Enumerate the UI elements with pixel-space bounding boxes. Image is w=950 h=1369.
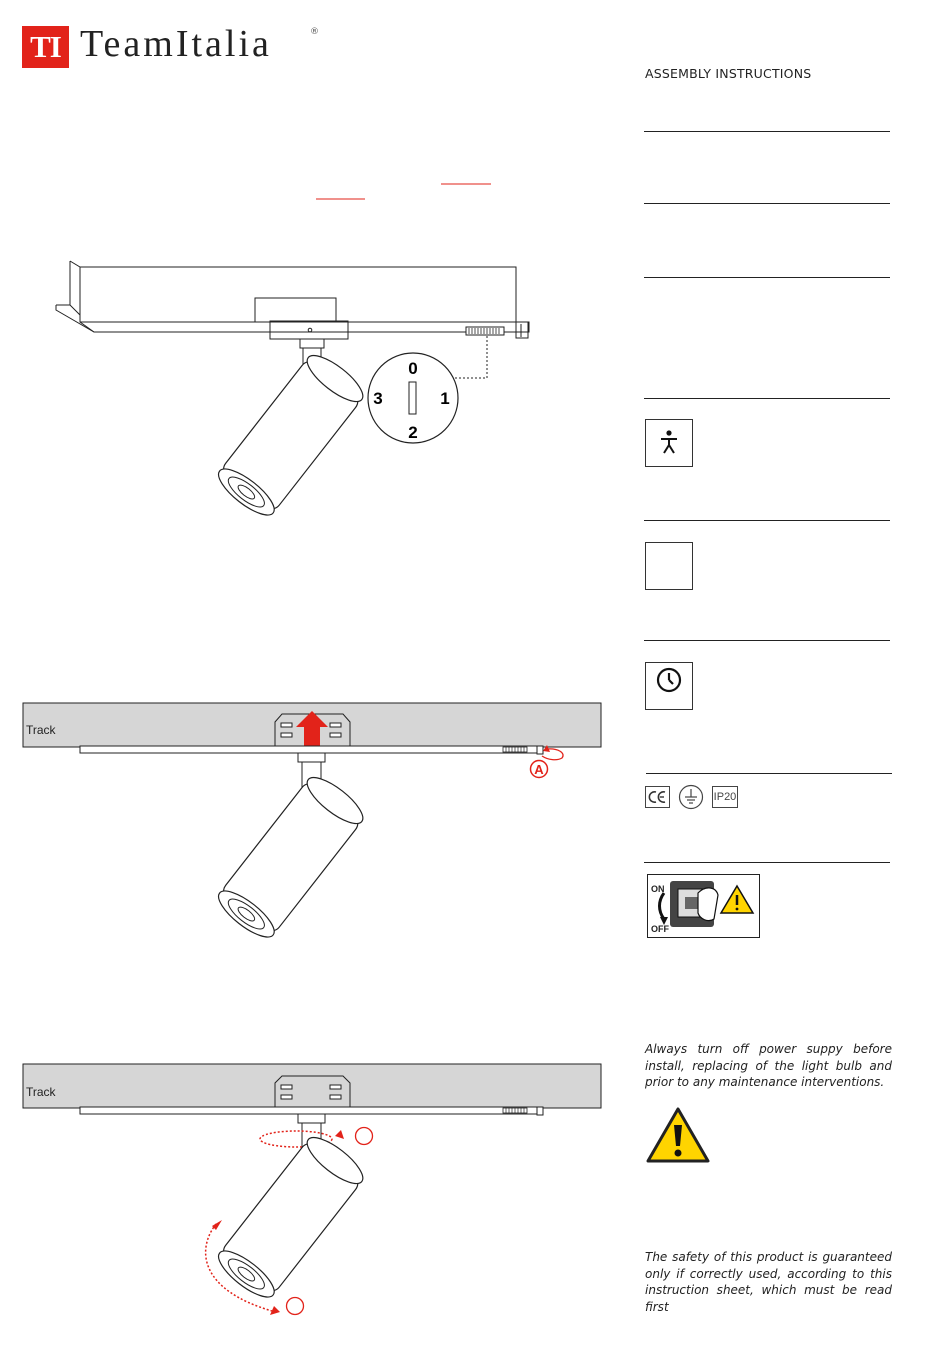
callout-label: A [534,762,544,777]
power-switch-warning-icon [647,874,760,938]
divider [644,277,890,278]
divider [646,773,892,774]
spotlight-drawing [212,1130,369,1304]
power-off-note: Always turn off power suppy before install, replacing of the light bulb and prior to any maintenance interventions. [645,1042,892,1089]
clock-icon [645,662,693,710]
adapter-connector [275,1076,350,1108]
figure-insert-into-track [0,700,620,960]
figure-track-adapter [0,170,620,530]
dial-label-0: 0 [408,359,418,378]
page-title: ASSEMBLY INSTRUCTIONS [645,66,812,81]
adapter-drawing [56,261,529,381]
brand-name: TeamItalia [80,23,272,65]
adapter-rail [80,1107,542,1114]
dial-label-1: 1 [440,389,450,408]
ce-mark-icon [645,786,670,808]
warning-triangle-icon [645,1106,711,1164]
adapter-rail [80,746,542,753]
track-label: Track [26,723,56,737]
registered-mark: ® [310,27,319,37]
callout-circle [356,1128,373,1145]
dial-label-3: 3 [373,389,383,408]
lock-lever [537,746,543,754]
divider [644,203,890,204]
ip20-icon [712,786,738,808]
divider [644,131,890,132]
divider [644,862,890,863]
callout-circle [287,1298,304,1315]
dial-leader-line [452,336,487,378]
spotlight-drawing [212,770,369,944]
safety-note: The safety of this product is guaranteed only if correctly used, according to this instruction sheet, which must be read first [645,1250,892,1314]
divider [644,398,890,399]
dial-label-2: 2 [408,423,418,442]
spotlight-drawing [212,348,369,522]
lock-lever [537,1107,543,1115]
logo-initials: TI [30,29,61,64]
person-icon [645,419,693,467]
blank-icon [645,542,693,590]
dial-slot [409,382,416,414]
switch-off-label: OFF [651,924,669,934]
earth-ground-icon [678,784,704,810]
switch-on-label: ON [651,884,665,894]
brand-logo-mark [22,26,69,68]
divider [644,640,890,641]
figure-rotate-and-tilt [0,1060,620,1330]
ip-rating-label: IP20 [713,791,737,803]
divider [644,520,890,521]
track-label: Track [26,1085,56,1099]
